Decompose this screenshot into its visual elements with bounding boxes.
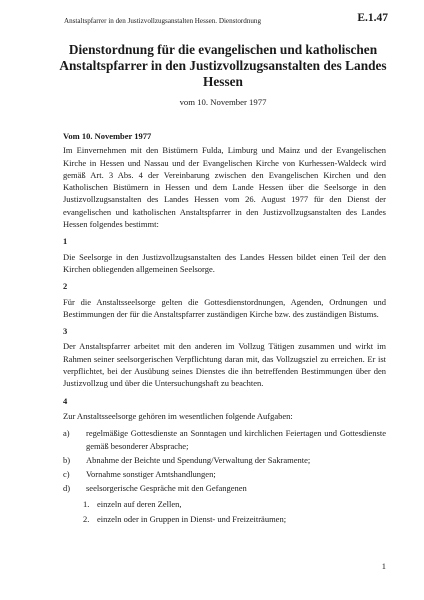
list-marker: a) (63, 428, 70, 439)
section-text-2: Für die Anstaltsseelsorge gelten die Gottesdienstordnungen, Agenden, Ordnungen und Bestimmungen der für die Anstaltspfarrer zuständigen Kirche bzw. des zuständigen Bistums. (63, 296, 386, 319)
section-text-3: Der Anstaltspfarrer arbeitet mit den anderen im Vollzug Tätigen zusammen und wirkt im Rahmen seiner seelsorgerischen Verpflichtung daran mit, das Vollzugsziel zu erreichen. Er ist verpflichtet, bei der Ausübung seines Dienstes die ihn betreffenden Bestimmungen über den Justizvollzug und über die Untersuchungshaft zu beachten. (63, 341, 386, 389)
section-heading: Vom 10. November 1977 (63, 131, 152, 141)
list-item (63, 427, 386, 452)
section-number-4: 4 (63, 395, 68, 406)
list-item (63, 454, 386, 466)
list-text: regelmäßige Gottesdienste an Sonntagen und kirchlichen Feiertagen und Gottesdienste gemäß besonderer Absprache; (86, 428, 386, 451)
sub-list-text: einzeln oder in Gruppen in Dienst- und Freizeiträumen; (97, 514, 287, 525)
list-text: Abnahme der Beichte und Spendung/Verwaltung der Sakramente; (86, 454, 311, 465)
list-text: seelsorgerische Gespräche mit den Gefangenen (86, 483, 247, 494)
section-number-1: 1 (63, 236, 68, 247)
page-number: 1 (381, 561, 386, 571)
list-item (63, 482, 386, 494)
document-date: vom 10. November 1977 (179, 97, 267, 107)
running-title: Anstaltspfarrer in den Justizvollzugsanstalten Hessen. Dienstordnung (64, 17, 262, 25)
list-item (63, 468, 386, 480)
section-number-2: 2 (63, 281, 68, 292)
list-marker: c) (63, 469, 70, 480)
sub-list-item (63, 513, 386, 525)
document-body (63, 130, 386, 525)
list-marker: d) (63, 483, 71, 494)
running-header (64, 14, 388, 28)
sub-list-text: einzeln auf deren Zellen, (97, 498, 182, 509)
section-text-1: Die Seelsorge in den Justizvollzugsanstalten des Landes Hessen bildet einen Teil der den Kirchen obliegenden allgemeinen Seelsorge. (63, 251, 386, 274)
sub-list-marker: 2. (83, 514, 90, 525)
intro-paragraph: Im Einvernehmen mit den Bistümern Fulda, Limburg und Mainz und der Evangelischen Kirche in Hessen und Nassau und der Evangelischen Kirche von Kurhessen-Waldeck wird gemäß Art. 3 Abs. 4 der Vereinbarung zwischen den Evangelischen Kirchen und den Katholischen Bistümern in Hessen und dem Lande Hessen über die Seelsorge in den Justizvollzugsanstalten des Landes Hessen vom 26. August 1977 für den Dienst der evangelischen und katholischen Anstaltspfarrer in den Justizvollzugsanstalten des Landes Hessen folgendes bestimmt: (63, 145, 386, 230)
section-text-4: Zur Anstaltsseelsorge gehören im wesentlichen folgende Aufgaben: (63, 410, 293, 421)
list-marker: b) (63, 454, 71, 465)
document-title: Dienstordnung für die evangelischen und katholischen Anstaltspfarrer in den Justizvollzugsanstalten des Landes Hessen (59, 42, 387, 89)
list-text: Vornahme sonstiger Amtshandlungen; (86, 469, 216, 480)
document-code: E.1.47 (357, 12, 388, 24)
section-number-3: 3 (63, 326, 68, 337)
sub-list-marker: 1. (83, 498, 90, 509)
sub-list-item (63, 498, 386, 510)
